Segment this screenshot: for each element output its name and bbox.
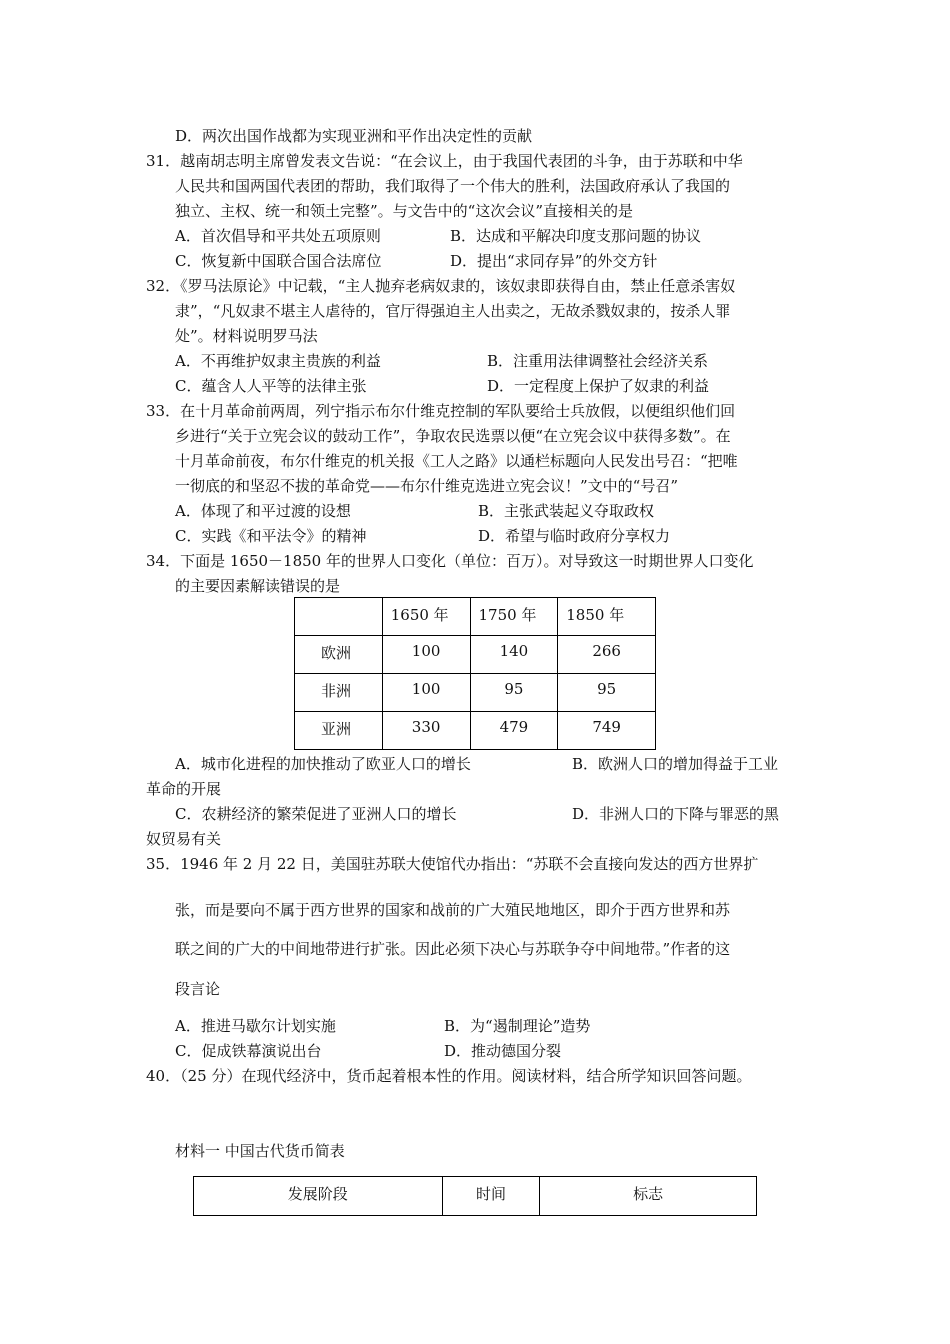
q40-stem: 40．（25 分）在现代经济中，货币起着根本性的作用。阅读材料，结合所学知识回答问题。 [146, 1067, 752, 1085]
table-cell: 非洲 [295, 674, 383, 712]
q33-stem-line-3: 十月革命前夜，布尔什维克的机关报《工人之路》以通栏标题向人民发出号召：“把唯 [175, 452, 738, 470]
q33-option-d: D．希望与临时政府分享权力 [478, 527, 671, 545]
q32-option-c: C．蕴含人人平等的法律主张 [175, 377, 367, 395]
table-header-row [295, 598, 656, 636]
table-cell: 266 [558, 636, 656, 674]
table-cell: 95 [470, 674, 558, 712]
q32-option-a: A．不再维护奴隶主贵族的利益 [175, 352, 381, 370]
table-cell: 100 [382, 636, 470, 674]
q35-stem-line-1: 35．1946 年 2 月 22 日，美国驻苏联大使馆代办指出：“苏联不会直接向发达的西方世界扩 [146, 855, 759, 873]
table-row [295, 712, 656, 750]
q33-stem-line-2: 乡进行“关于立宪会议的鼓动工作”，争取农民选票以便“在立宪会议中获得多数”。在 [175, 427, 731, 445]
q31-stem-line-1: 31．越南胡志明主席曾发表文告说：“在会议上，由于我国代表团的斗争，由于苏联和中华 [146, 152, 743, 170]
q31-option-b: B．达成和平解决印度支那问题的协议 [450, 227, 702, 245]
q35-option-d: D．推动德国分裂 [444, 1042, 562, 1060]
currency-table [193, 1176, 757, 1216]
q31-stem-line-3: 独立、主权、统一和领土完整”。与文告中的“这次会议”直接相关的是 [175, 202, 634, 220]
table-cell: 95 [558, 674, 656, 712]
q33-option-b: B．主张武装起义夺取政权 [478, 502, 655, 520]
table-cell: 330 [382, 712, 470, 750]
table-row [295, 674, 656, 712]
q32-stem-line-2: 隶”，“凡奴隶不堪主人虐待的，官厅得强迫主人出卖之，无故杀戮奴隶的，按杀人罪 [175, 302, 731, 320]
q34-option-a: A．城市化进程的加快推动了欧亚人口的增长 [175, 755, 471, 773]
q31-option-a: A．首次倡导和平共处五项原则 [175, 227, 381, 245]
table-cell: 140 [470, 636, 558, 674]
q34-stem-line-2: 的主要因素解读错误的是 [175, 577, 341, 595]
q31-stem-line-2: 人民共和国两国代表团的帮助，我们取得了一个伟大的胜利，法国政府承认了我国的 [175, 177, 731, 195]
q34-option-b-line-1: B．欧洲人口的增加得益于工业 [572, 755, 779, 773]
q32-option-d: D．一定程度上保护了奴隶的利益 [487, 377, 710, 395]
table-header-cell: 1750 年 [470, 598, 558, 636]
q35-option-a: A．推进马歇尔计划实施 [175, 1017, 336, 1035]
q33-stem-line-4: 一彻底的和坚忍不拔的革命党——布尔什维克选进立宪会议！”文中的“号召” [175, 477, 679, 495]
table-cell: 749 [558, 712, 656, 750]
q34-option-d-line-1: D．非洲人口的下降与罪恶的黑 [572, 805, 780, 823]
population-table [294, 597, 656, 750]
table-cell: 欧洲 [295, 636, 383, 674]
table-cell: 100 [382, 674, 470, 712]
q35-stem-line-4: 段言论 [175, 980, 221, 998]
q34-option-b-line-2: 革命的开展 [146, 780, 222, 798]
q34-option-d-line-2: 奴贸易有关 [146, 830, 222, 848]
q32-stem-line-3: 处”。材料说明罗马法 [175, 327, 318, 345]
q32-stem-line-1: 32．《罗马法原论》中记载，“主人抛弃老病奴隶的，该奴隶即获得自由，禁止任意杀害奴 [146, 277, 736, 295]
q33-stem-line-1: 33．在十月革命前两周，列宁指示布尔什维克控制的军队要给士兵放假，以便组织他们回 [146, 402, 736, 420]
table-cell: 479 [470, 712, 558, 750]
q35-stem-line-2: 张，而是要向不属于西方世界的国家和战前的广大殖民地地区，即介于西方世界和苏 [175, 901, 731, 919]
table-header-cell: 发展阶段 [194, 1177, 443, 1216]
q33-option-c: C．实践《和平法令》的精神 [175, 527, 367, 545]
q34-stem-line-1: 34．下面是 1650－1850 年的世界人口变化（单位：百万）。对导致这一时期世界人口变化 [146, 552, 754, 570]
q32-option-b: B．注重用法律调整社会经济关系 [487, 352, 709, 370]
q30-option-d: D．两次出国作战都为实现亚洲和平作出决定性的贡献 [175, 127, 533, 145]
table-header-row [194, 1177, 757, 1216]
table-header-cell: 1650 年 [382, 598, 470, 636]
table-header-cell: 时间 [442, 1177, 540, 1216]
table-header-cell [295, 598, 383, 636]
q31-option-c: C．恢复新中国联合国合法席位 [175, 252, 382, 270]
q33-option-a: A．体现了和平过渡的设想 [175, 502, 351, 520]
q35-option-c: C．促成铁幕演说出台 [175, 1042, 322, 1060]
table-cell: 亚洲 [295, 712, 383, 750]
q31-option-d: D．提出“求同存异”的外交方针 [450, 252, 658, 270]
material-one-title: 材料一 中国古代货币简表 [175, 1142, 345, 1160]
table-header-cell: 标志 [540, 1177, 757, 1216]
table-row [295, 636, 656, 674]
table-header-cell: 1850 年 [558, 598, 656, 636]
q34-option-c: C．农耕经济的繁荣促进了亚洲人口的增长 [175, 805, 457, 823]
q35-stem-line-3: 联之间的广大的中间地带进行扩张。因此必须下决心与苏联争夺中间地带。”作者的这 [175, 940, 731, 958]
q35-option-b: B．为“遏制理论”造势 [444, 1017, 591, 1035]
